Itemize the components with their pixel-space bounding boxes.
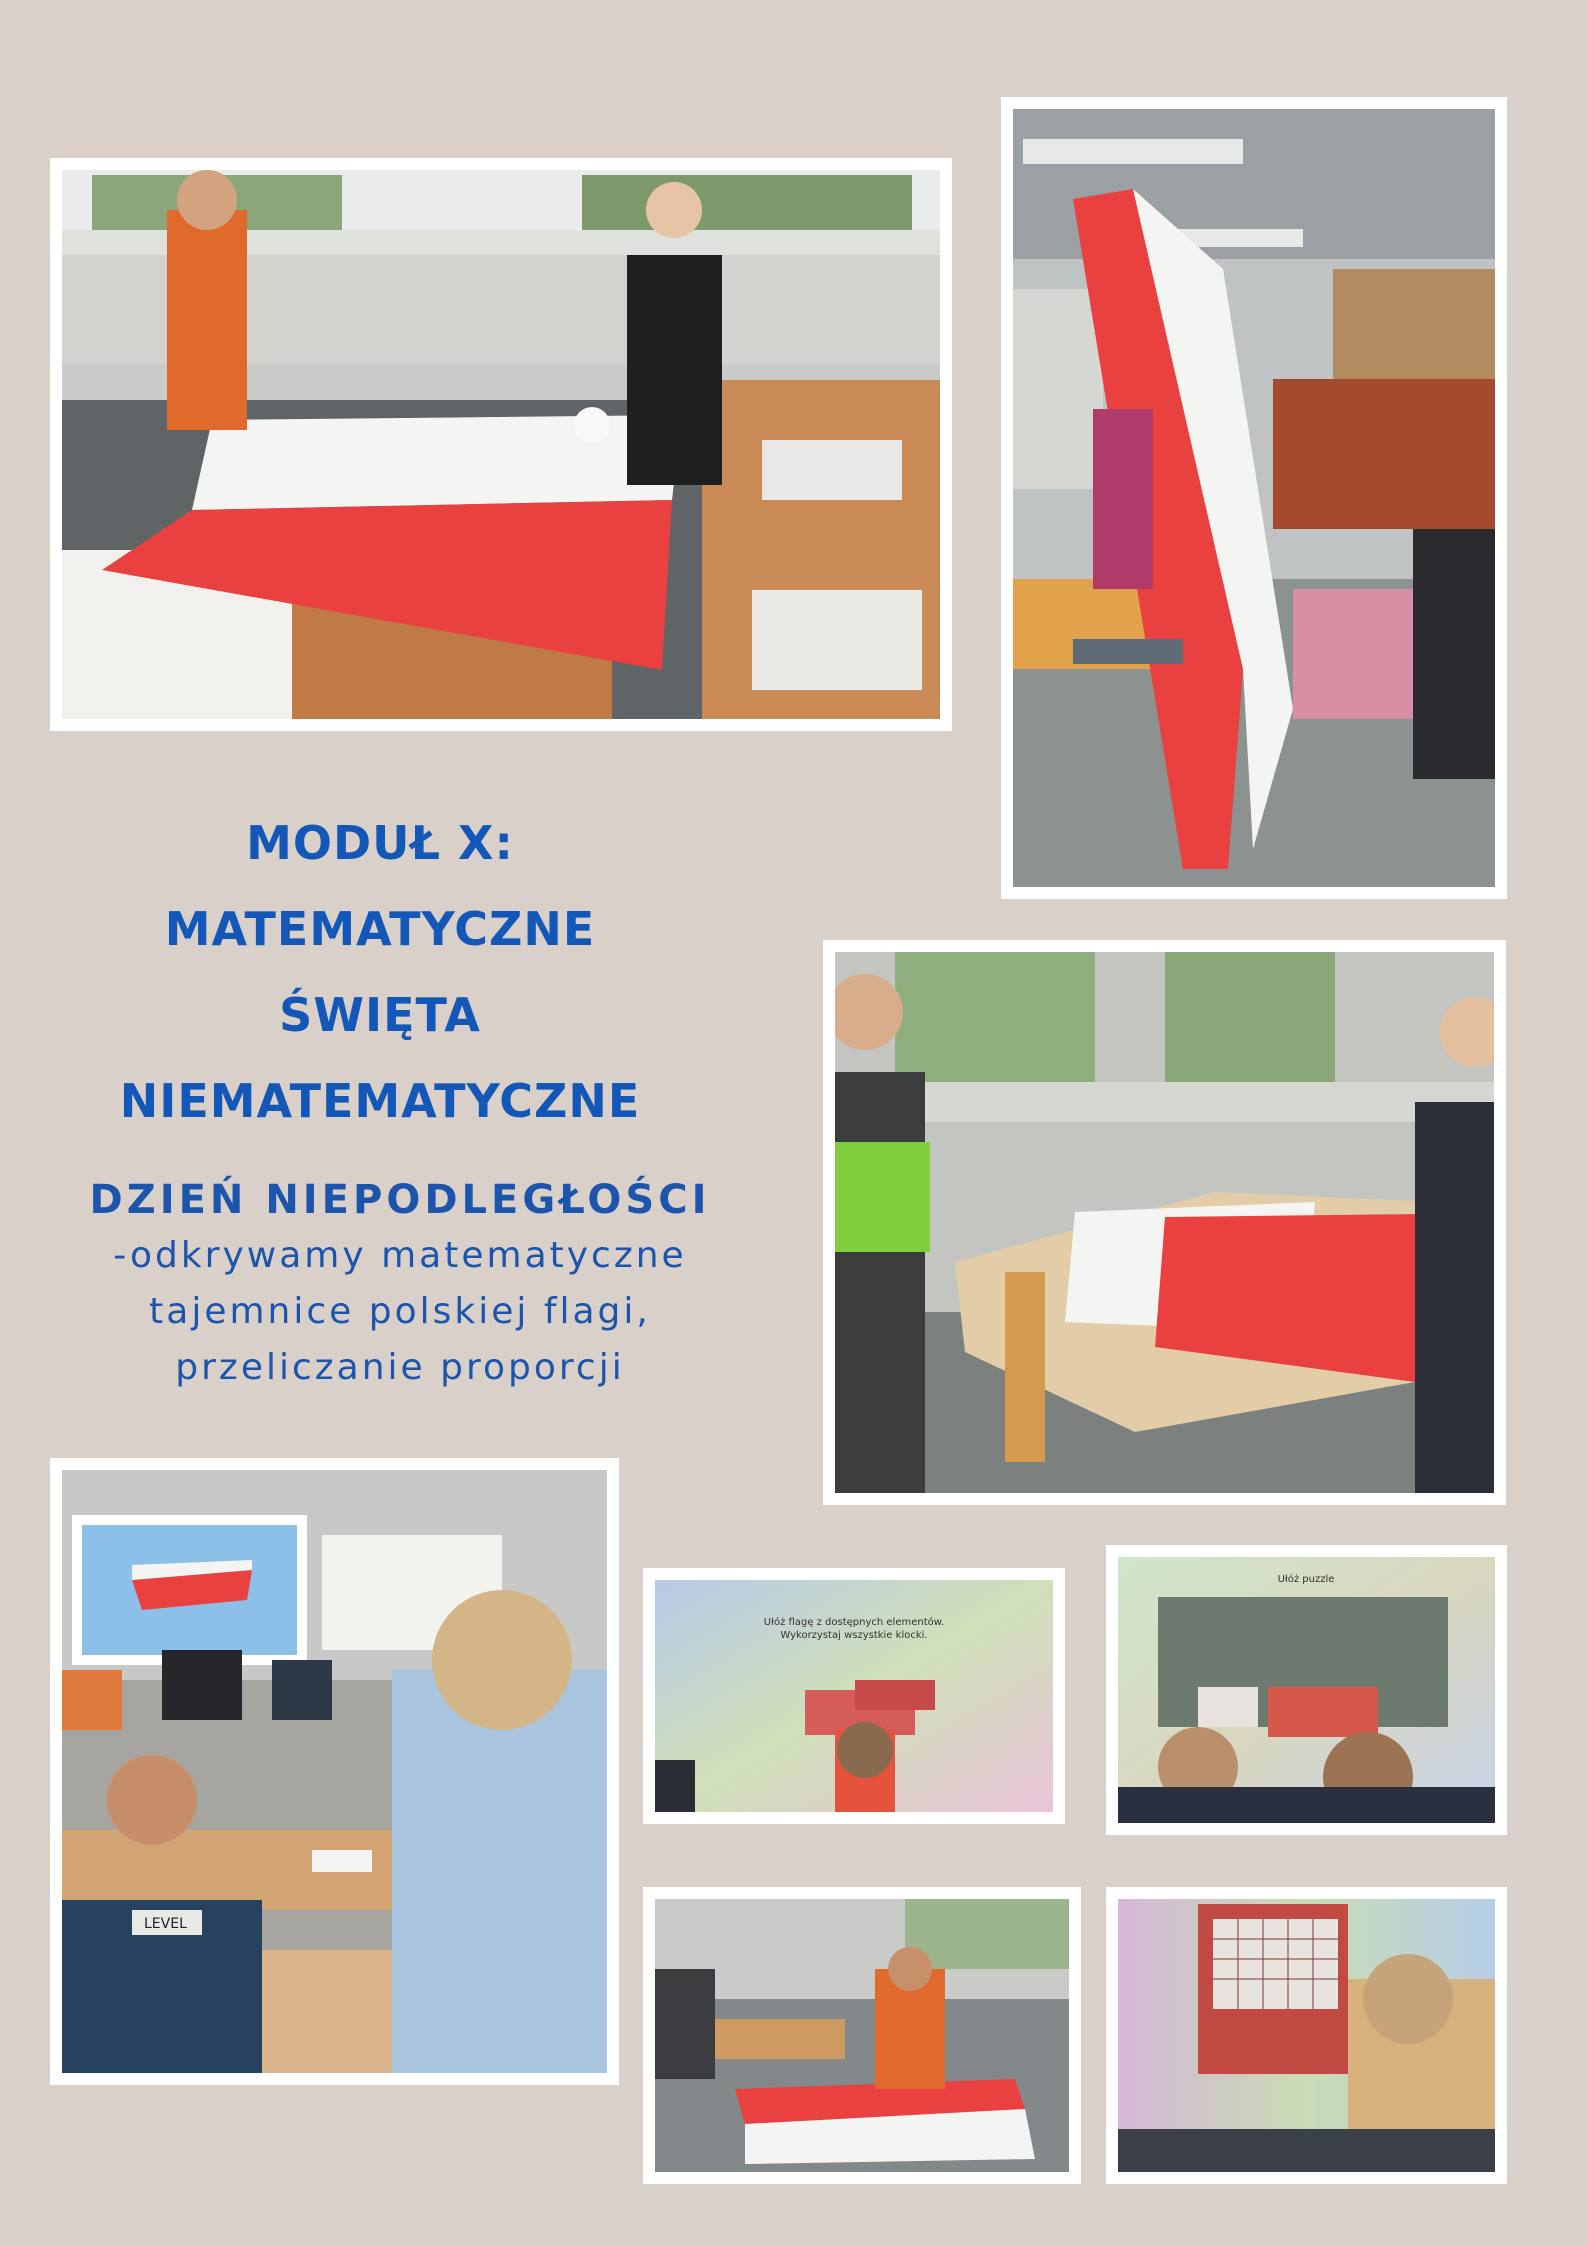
puzzle-instruction-1: Ułóż flagę z dostępnych elementów. bbox=[763, 1617, 945, 1628]
title-line-1: MODUŁ X: bbox=[246, 816, 514, 870]
photo-board-jigsaw bbox=[1106, 1545, 1507, 1835]
photo-classroom-projector-image bbox=[62, 1470, 607, 2073]
subtitle-line-2: tajemnice polskiej flagi, bbox=[149, 1291, 651, 1332]
title-line-4: NIEMATEMATYCZNE bbox=[119, 1074, 641, 1128]
photo-classroom-projector bbox=[50, 1458, 619, 2085]
photo-board-grid bbox=[1106, 1887, 1507, 2184]
title-line-2: MATEMATYCZNE bbox=[164, 902, 596, 956]
photo-board-flag-puzzle-image bbox=[655, 1580, 1053, 1812]
puzzle-instruction-2: Wykorzystaj wszystkie klocki. bbox=[780, 1630, 928, 1641]
title-line-3: ŚWIĘTA bbox=[279, 988, 481, 1042]
photo-measuring-flag-image bbox=[835, 952, 1494, 1493]
subtitle bbox=[60, 1172, 740, 1396]
photo-vertical-flag bbox=[1001, 97, 1507, 899]
puzzle-title: Ułóż puzzle bbox=[1277, 1574, 1335, 1585]
photo-classroom-flag-desk bbox=[643, 1887, 1081, 2184]
photo-flag-on-desk bbox=[50, 158, 952, 731]
subtitle-line-3: przeliczanie proporcji bbox=[175, 1347, 625, 1388]
photo-classroom-flag-desk-image bbox=[655, 1899, 1069, 2172]
photo-board-grid-image bbox=[1118, 1899, 1495, 2172]
subtitle-heading: DZIEŃ NIEPODLEGŁOŚCI bbox=[89, 1177, 711, 1223]
module-title bbox=[90, 800, 670, 1144]
photo-flag-on-desk-image bbox=[62, 170, 940, 719]
photo-measuring-flag bbox=[823, 940, 1506, 1505]
photo-vertical-flag-image bbox=[1013, 109, 1495, 887]
shirt-label: LEVEL bbox=[144, 1916, 187, 1932]
subtitle-line-1: -odkrywamy matematyczne bbox=[113, 1235, 687, 1276]
photo-board-jigsaw-image bbox=[1118, 1557, 1495, 1823]
photo-board-flag-puzzle bbox=[643, 1568, 1065, 1824]
